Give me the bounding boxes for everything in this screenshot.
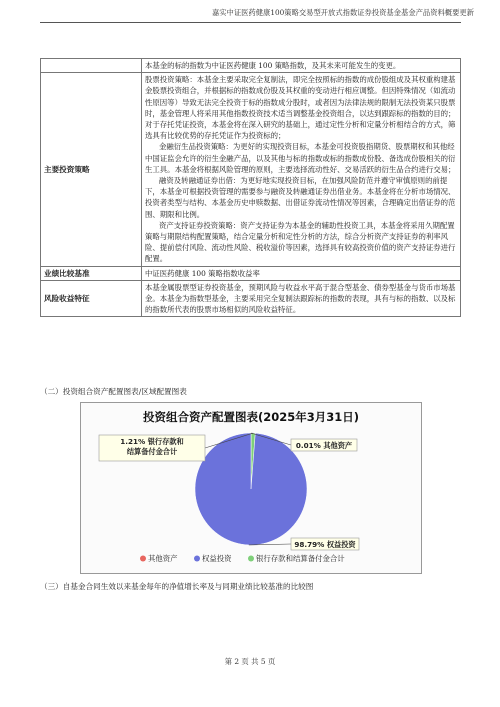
- strategy-label: 主要投资策略: [41, 73, 142, 266]
- value-label: 结算备付金合计: [126, 447, 178, 456]
- page-number: 第 2 页 共 5 页: [224, 657, 276, 666]
- chart-title: 投资组合资产配置图表(2025年3月31日): [142, 410, 360, 424]
- pie-chart-svg: [81, 403, 421, 573]
- section-title: （二）投资组合资产配置图表/区域配置图表: [40, 387, 187, 396]
- strategy-paragraph: 资产支持证券投资策略：资产支持证券为本基金的辅助性投资工具，本基金将采用久期配置策略与期限结构配置策略，结合定量分析和定性分析的方法，综合分析资产支持证券的利率风险、提前偿付风险、流动性风险、税收溢价等因素，选择具有较高投资价值的资产支持证券进行配置。: [145, 220, 456, 264]
- table-row: [41, 266, 461, 280]
- allocation-chart: [80, 402, 422, 574]
- legend-label: 银行存款和结算备付金合计: [256, 554, 345, 563]
- legend-marker: [194, 556, 200, 562]
- benchmark-value: 中证医药健康 100 策略指数收益率: [142, 266, 461, 280]
- strategy-paragraph: 金融衍生品投资策略：为更好的实现投资目标，本基金可投资股指期货、股票期权和其他经中国证监会允许的衍生金融产品，以及其他与标的指数或标的指数成份股、备选成份股相关的衍生工具。本基金将根据风险管理的原则，主要选择流动性好、交易活跃的衍生品合约进行交易；: [145, 142, 456, 174]
- strategy-paragraph: 融资及转融通证券出借：为更好地实现投资目标，在加强风险防范并遵守审慎原则的前提下，本基金可根据投资管理的需要参与融资及转融通证券出借业务。本基金将在分析市场情况、投资者类型与结构、本基金历史申赎数据、出借证券流动性情况等因素，合理确定出借证券的范围、期限和比例。: [145, 176, 456, 219]
- risk-label: 风险收益特征: [41, 280, 142, 317]
- page-header: 嘉实中证医药健康100策略交易型开放式指数证券投资基金基金产品资料概要更新: [211, 8, 474, 17]
- benchmark-label: 业绩比较基准: [41, 266, 142, 280]
- legend-marker: [248, 556, 254, 562]
- fund-info-table: [40, 58, 461, 317]
- strategy-paragraph: 股票投资策略：本基金主要采取完全复制法，即完全按照标的指数的成份股组成及其权重构建基金股票投资组合，并根据标的指数成份股及其权重的变动进行相应调整。但因特殊情况（如流动性原因等）导致无法完全投资于标的指数成分股时，或者因为法律法规的限制无法投资某只股票时，基金管理人将采用其他指数投资技术适当调整基金投资组合，以达到跟踪标的指数的目的；: [145, 75, 456, 118]
- table-row: [41, 59, 461, 73]
- risk-value: 本基金属股票型证券投资基金，预期风险与收益水平高于混合型基金、债券型基金与货币市场基金。本基金为指数型基金，主要采用完全复制法跟踪标的指数的表现，具有与标的指数、以及标的指数所代表的股票市场相似的风险收益特征。: [142, 280, 461, 317]
- table-row: [41, 73, 461, 266]
- index-text: 本基金的标的指数为中证医药健康 100 策略指数，及其未来可能发生的变更。: [142, 59, 461, 73]
- table-row: [41, 280, 461, 317]
- value-label: 0.01% 其他资产: [295, 441, 353, 450]
- empty-label-cell: [41, 59, 142, 73]
- legend-label: 权益投资: [202, 554, 232, 563]
- strategy-paragraph: 对于存托凭证投资，本基金将在深入研究的基础上，通过定性分析和定量分析相结合的方式，筛选具有比较优势的存托凭证作为投资标的；: [145, 120, 456, 141]
- section-title: （三）自基金合同生效以来基金每年的净值增长率及与同期业绩比较基准的比较图: [40, 582, 314, 591]
- value-label: 1.21% 银行存款和: [120, 437, 184, 446]
- legend-label: 其他资产: [148, 554, 178, 563]
- pie-slice: [195, 433, 307, 545]
- header-rule: [40, 22, 461, 23]
- strategy-text: [142, 73, 461, 266]
- legend-marker: [140, 556, 146, 562]
- value-label: 98.79% 权益投资: [294, 540, 356, 549]
